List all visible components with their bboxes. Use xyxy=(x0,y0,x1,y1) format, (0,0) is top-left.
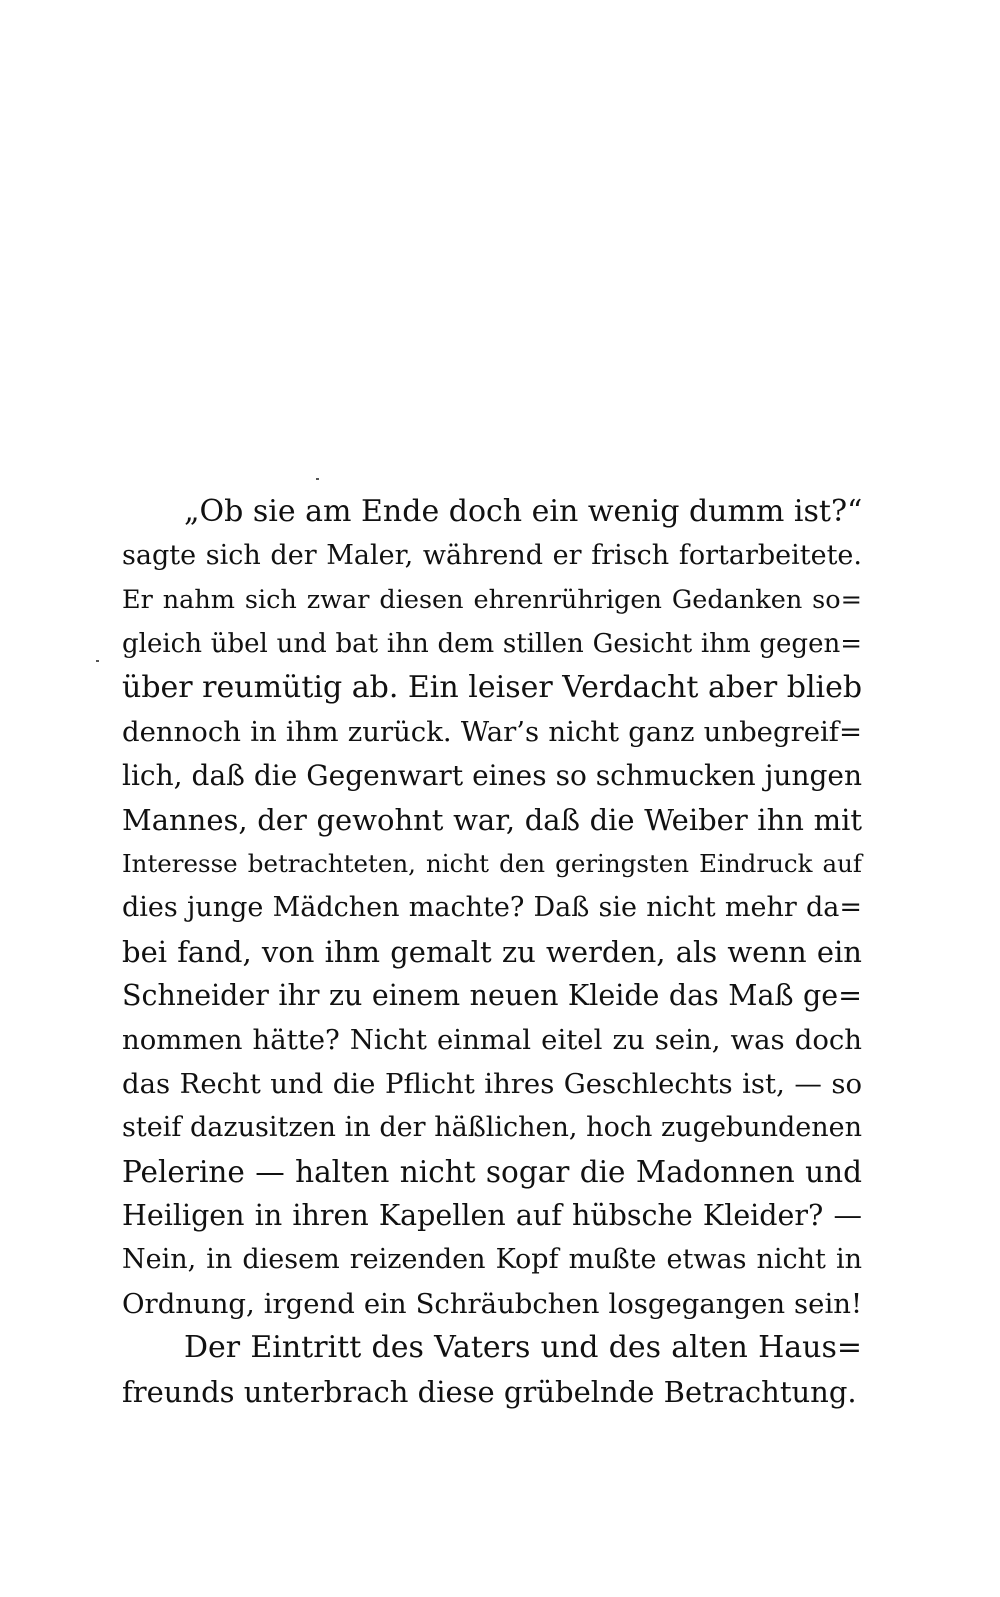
ink-speck xyxy=(316,478,319,480)
text-line: Nein, in diesem reizenden Kopf mußte etwas nicht in xyxy=(122,1244,862,1275)
text-line: nommen hätte? Nicht einmal eitel zu sein, was doch xyxy=(122,1024,862,1056)
text-line: Heiligen in ihren Kapellen auf hübsche Kleider? — xyxy=(122,1199,862,1232)
text-line: steif dazusitzen in der häßlichen, hoch zugebundenen xyxy=(122,1112,862,1143)
text-line: Mannes, der gewohnt war, daß die Weiber ihn mit xyxy=(122,803,862,837)
text-line: Schneider ihr zu einem neuen Kleide das Maß ge= xyxy=(122,979,862,1012)
text-line: „Ob sie am Ende doch ein wenig dumm ist?“ xyxy=(184,494,863,529)
ink-speck xyxy=(96,660,99,662)
text-line: das Recht und die Pflicht ihres Geschlechts ist, — so xyxy=(122,1068,862,1100)
body-text xyxy=(122,490,862,1414)
text-line: Pelerine — halten nicht sogar die Madonnen und xyxy=(122,1155,862,1189)
text-line: sagte sich der Maler, während er frisch fortarbeitete. xyxy=(122,540,862,571)
text-line: Er nahm sich zwar diesen ehrenrührigen Gedanken so= xyxy=(122,585,862,615)
text-line: freunds unterbrach diese grübelnde Betrachtung. xyxy=(122,1375,857,1409)
text-line: Der Eintritt des Vaters und des alten Haus= xyxy=(184,1330,862,1365)
text-line: Interesse betrachteten, nicht den geringsten Eindruck auf xyxy=(122,849,862,878)
text-line: gleich übel und bat ihn dem stillen Gesicht ihm gegen= xyxy=(122,629,862,659)
text-line: dennoch in ihm zurück. War’s nicht ganz unbegreif= xyxy=(122,716,862,748)
text-line: über reumütig ab. Ein leiser Verdacht aber blieb xyxy=(122,670,863,705)
text-line: dies junge Mädchen machte? Daß sie nicht mehr da= xyxy=(122,892,862,923)
text-line: bei fand, von ihm gemalt zu werden, als wenn ein xyxy=(122,935,862,969)
text-line: Ordnung, irgend ein Schräubchen losgegangen sein! xyxy=(122,1288,862,1320)
text-line: lich, daß die Gegenwart eines so schmucken jungen xyxy=(122,759,862,792)
